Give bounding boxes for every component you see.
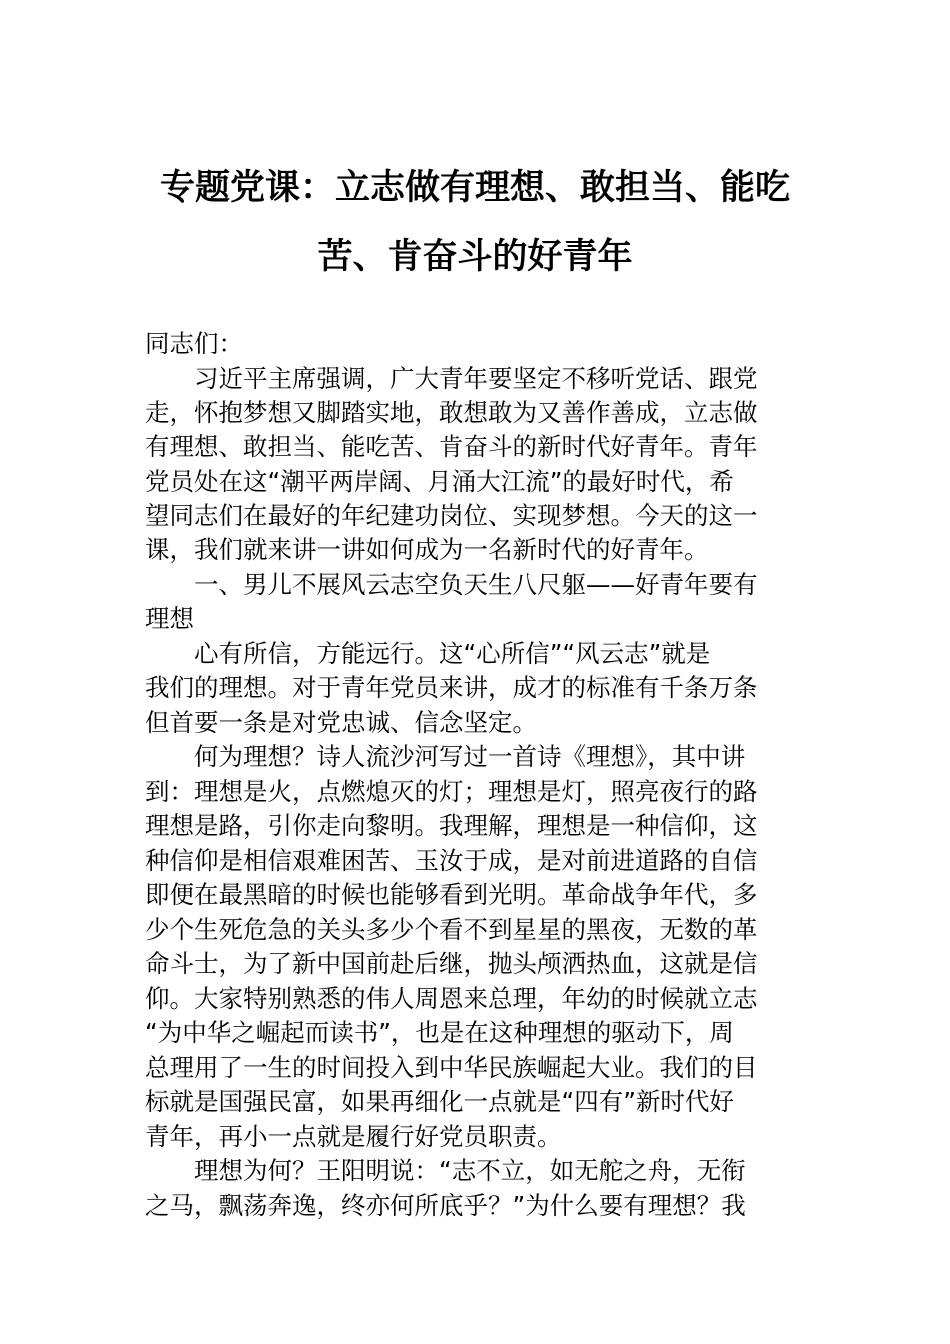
document-title-line-2: 苦、肯奋斗的好青年: [317, 237, 633, 277]
body-line: 少个生死危急的关头多少个看不到星星的黑夜，无数的革: [145, 915, 758, 944]
body-line: 理想为何？王阳明说：“志不立，如无舵之舟，无衔: [194, 1156, 746, 1185]
body-line: 种信仰是相信艰难困苦、玉汝于成，是对前进道路的自信: [145, 846, 758, 875]
body-line: 理想是路，引你走向黎明。我理解，理想是一种信仰，这: [145, 811, 758, 840]
body-line: 即便在最黑暗的时候也能够看到光明。革命战争年代，多: [145, 880, 758, 909]
body-line: 命斗士，为了新中国前赴后继，抛头颅洒热血，这就是信: [145, 949, 758, 978]
body-line: 课，我们就来讲一讲如何成为一名新时代的好青年。: [145, 535, 709, 564]
body-line: 何为理想？诗人流沙河写过一首诗《理想》，其中讲: [194, 742, 746, 771]
body-line: 心有所信，方能远行。这“心所信”“风云志”就是: [194, 639, 711, 668]
body-line: 之马，飘荡奔逸，终亦何所底乎？”为什么要有理想？我: [145, 1191, 746, 1220]
body-line: “为中华之崛起而读书”，也是在这种理想的驱动下，周: [145, 1018, 734, 1047]
body-line: 总理用了一生的时间投入到中华民族崛起大业。我们的目: [145, 1053, 758, 1082]
body-line: 习近平主席强调，广大青年要坚定不移听党话、跟党: [194, 364, 758, 393]
body-line: 但首要一条是对党忠诚、信念坚定。: [145, 708, 537, 737]
body-line: 党员处在这“潮平两岸阔、月涌大江流”的最好时代，希: [145, 467, 734, 496]
body-line: 标就是国强民富，如果再细化一点就是“四有”新时代好: [145, 1087, 734, 1116]
body-line: 到：理想是火，点燃熄灭的灯；理想是灯，照亮夜行的路: [145, 777, 758, 806]
section-heading-line: 理想: [145, 604, 194, 633]
document-title-line-1: 专题党课：立志做有理想、敢担当、能吃: [159, 168, 790, 208]
body-line: 有理想、敢担当、能吃苦、肯奋斗的新时代好青年。青年: [145, 432, 758, 461]
body-line: 望同志们在最好的年纪建功岗位、实现梦想。今天的这一: [145, 501, 758, 530]
body-line: 仰。大家特别熟悉的伟人周恩来总理，年幼的时候就立志: [145, 984, 758, 1013]
body-line: 我们的理想。对于青年党员来讲，成才的标准有千条万条: [145, 673, 758, 702]
section-heading-line: 一、男儿不展风云志空负天生八尺躯——好青年要有: [194, 570, 758, 599]
salutation: 同志们：: [145, 329, 243, 358]
body-line: 青年，再小一点就是履行好党员职责。: [145, 1122, 562, 1151]
body-line: 走，怀抱梦想又脚踏实地，敢想敢为又善作善成，立志做: [145, 398, 758, 427]
